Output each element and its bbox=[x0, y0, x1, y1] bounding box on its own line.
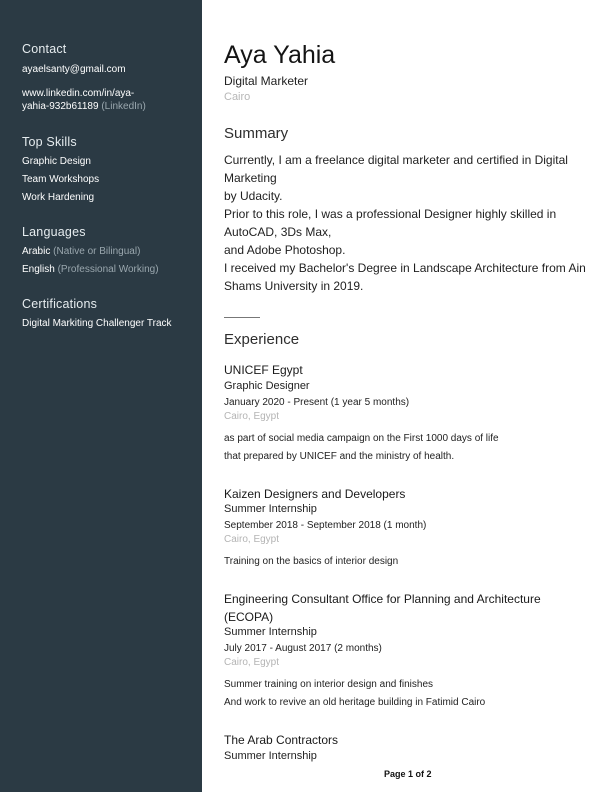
job-location: Cairo, Egypt bbox=[224, 411, 280, 422]
contact-section bbox=[22, 42, 197, 112]
person-name: Aya Yahia bbox=[224, 41, 336, 69]
language-level: (Professional Working) bbox=[57, 264, 159, 275]
job-description-line: as part of social media campaign on the First 1000 days of life bbox=[224, 433, 499, 444]
linkedin-link-line1[interactable]: www.linkedin.com/in/aya- bbox=[22, 88, 135, 99]
job-location: Cairo, Egypt bbox=[224, 534, 280, 545]
job-title: Summer Internship bbox=[224, 750, 317, 762]
job-description-line: And work to revive an old heritage building in Fatimid Cairo bbox=[224, 697, 486, 708]
job-description-line: Training on the basics of interior design bbox=[224, 556, 399, 567]
job-title: Graphic Designer bbox=[224, 380, 310, 392]
language-item bbox=[22, 246, 140, 257]
section-divider bbox=[224, 317, 260, 318]
summary-line: Currently, I am a freelance digital marketer and certified in Digital bbox=[224, 153, 568, 167]
certifications-section bbox=[22, 297, 197, 329]
skill-item: Team Workshops bbox=[22, 174, 100, 185]
summary-line: and Adobe Photoshop. bbox=[224, 243, 346, 257]
job-company: Engineering Consultant Office for Planning and Architecture bbox=[224, 592, 541, 606]
language-item bbox=[22, 264, 159, 275]
language-name: English bbox=[22, 264, 55, 275]
summary-heading: Summary bbox=[224, 125, 289, 142]
experience-heading: Experience bbox=[224, 331, 300, 348]
linkedin-label: (LinkedIn) bbox=[101, 101, 146, 112]
location: Cairo bbox=[224, 91, 251, 103]
job-dates: September 2018 - September 2018 (1 month) bbox=[224, 520, 427, 531]
certifications-heading: Certifications bbox=[22, 297, 98, 311]
top-skills-heading: Top Skills bbox=[22, 135, 77, 149]
headline: Digital Marketer bbox=[224, 74, 309, 88]
summary-line: by Udacity. bbox=[224, 189, 283, 203]
sidebar bbox=[0, 0, 202, 792]
job-description-line: Summer training on interior design and finishes bbox=[224, 679, 433, 690]
job-location: Cairo, Egypt bbox=[224, 657, 280, 668]
job-company: UNICEF Egypt bbox=[224, 363, 303, 377]
contact-heading: Contact bbox=[22, 42, 67, 56]
certification-item: Digital Markiting Challenger Track bbox=[22, 318, 172, 329]
job-dates: July 2017 - August 2017 (2 months) bbox=[224, 643, 382, 654]
skill-item: Work Hardening bbox=[22, 192, 95, 203]
linkedin-url-part[interactable]: yahia-932b61189 bbox=[22, 101, 99, 112]
page-number: Page 1 of 2 bbox=[384, 769, 432, 779]
language-name: Arabic bbox=[22, 246, 51, 257]
language-level: (Native or Bilingual) bbox=[53, 246, 141, 257]
summary-line: AutoCAD, 3Ds Max, bbox=[224, 225, 332, 239]
summary-line: Shams University in 2019. bbox=[224, 279, 364, 293]
job-description-line: that prepared by UNICEF and the ministry of health. bbox=[224, 451, 455, 462]
job-company: (ECOPA) bbox=[224, 610, 274, 624]
languages-section bbox=[22, 225, 197, 275]
job-company: Kaizen Designers and Developers bbox=[224, 487, 406, 501]
contact-email[interactable]: ayaelsanty@gmail.com bbox=[22, 64, 126, 75]
job-title: Summer Internship bbox=[224, 626, 317, 638]
job-title: Summer Internship bbox=[224, 503, 317, 515]
linkedin-link-line2[interactable] bbox=[22, 101, 146, 112]
top-skills-section bbox=[22, 135, 197, 203]
summary-line: Marketing bbox=[224, 171, 277, 185]
skill-item: Graphic Design bbox=[22, 156, 91, 167]
summary-line: I received my Bachelor's Degree in Landscape Architecture from Ain bbox=[224, 261, 586, 275]
job-company: The Arab Contractors bbox=[224, 733, 339, 747]
summary-line: Prior to this role, I was a professional Designer highly skilled in bbox=[224, 207, 557, 221]
job-dates: January 2020 - Present (1 year 5 months) bbox=[224, 397, 410, 408]
languages-heading: Languages bbox=[22, 225, 86, 239]
